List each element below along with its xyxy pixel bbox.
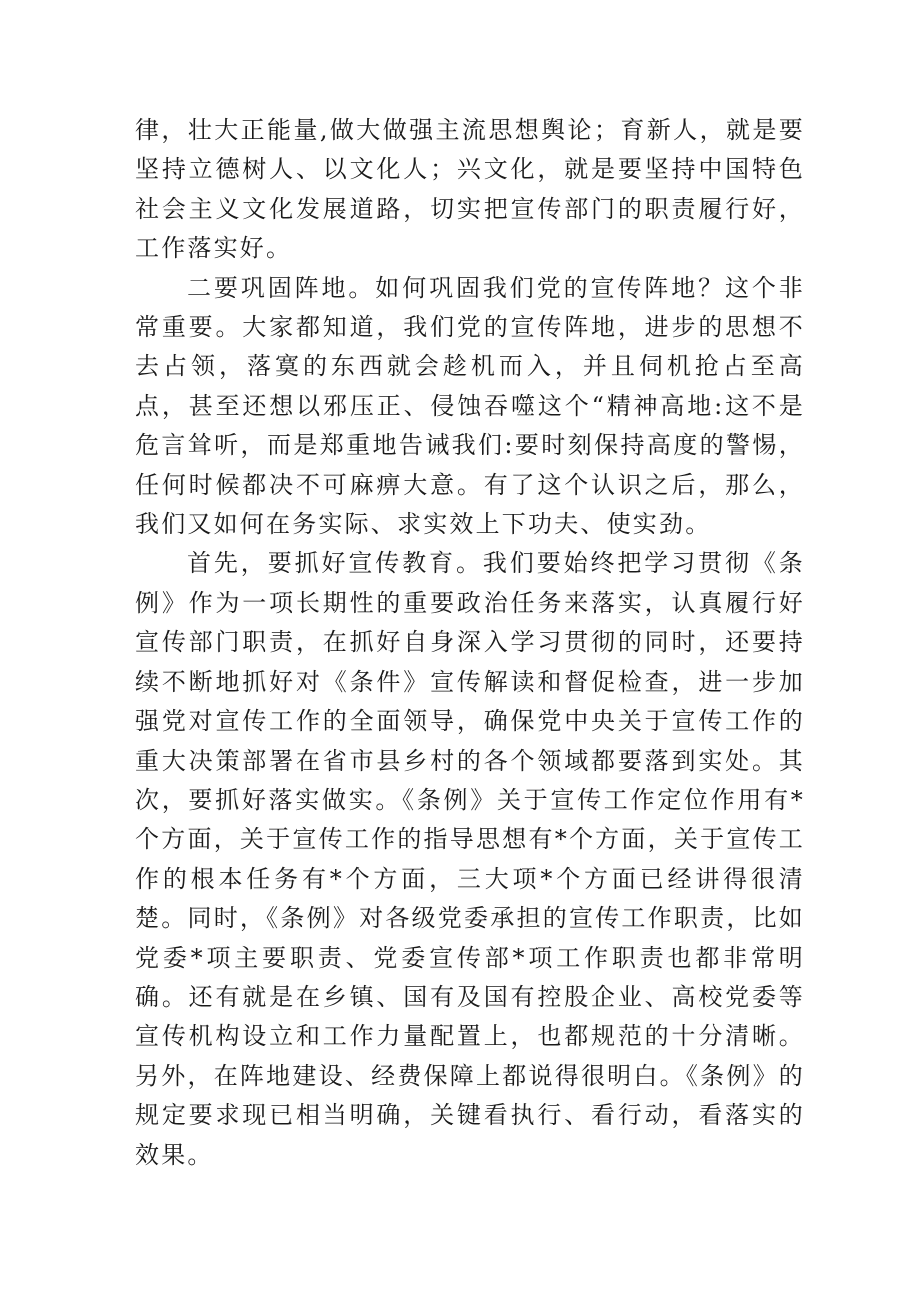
paragraph-3: 首先，要抓好宣传教育。我们要始终把学习贯彻《条例》作为一项长期性的重要政治任务来落实，认真履行好宣传部门职责，在抓好自身深入学习贯彻的同时，还要持续不断地抓好对《条件》宣传解读和督促检查，进一步加强党对宣传工作的全面领导，确保党中央关于宣传工作的重大决策部署在省市县乡村的各个领域都要落到实处。其次，要抓好落实做实。《条例》关于宣传工作定位作用有*个方面，关于宣传工作的指导思想有*个方面，关于宣传工作的根本任务有*个方面，三大项*个方面已经讲得很清楚。同时，《条例》对各级党委承担的宣传工作职责，比如党委*项主要职责、党委宣传部*项工作职责也都非常明确。还有就是在乡镇、国有及国有控股企业、高校党委等宣传机构设立和工作力量配置上，也都规范的十分清晰。另外，在阵地建设、经费保障上都说得很明白。《条例》的规定要求现已相当明确，关键看执行、看行动，看落实的效果。	[135, 549, 805, 1169]
paragraph-1: 律，壮大正能量,做大做强主流思想舆论；育新人，就是要坚持立德树人、以文化人；兴文化，就是要坚持中国特色社会主义文化发展道路，切实把宣传部门的职责履行好，工作落实好。	[135, 116, 805, 263]
paragraph-2: 二要巩固阵地。如何巩固我们党的宣传阵地？这个非常重要。大家都知道，我们党的宣传阵地，进步的思想不去占领，落寞的东西就会趁机而入，并且伺机抢占至高点，甚至还想以邪压正、侵蚀吞噬这个“精神高地:这不是危言耸听，而是郑重地告诫我们:要时刻保持高度的警惕，任何时候都决不可麻痹大意。有了这个认识之后，那么，我们又如何在务实际、求实效上下功夫、使实劲。	[135, 273, 805, 539]
document-body	[135, 111, 805, 1175]
